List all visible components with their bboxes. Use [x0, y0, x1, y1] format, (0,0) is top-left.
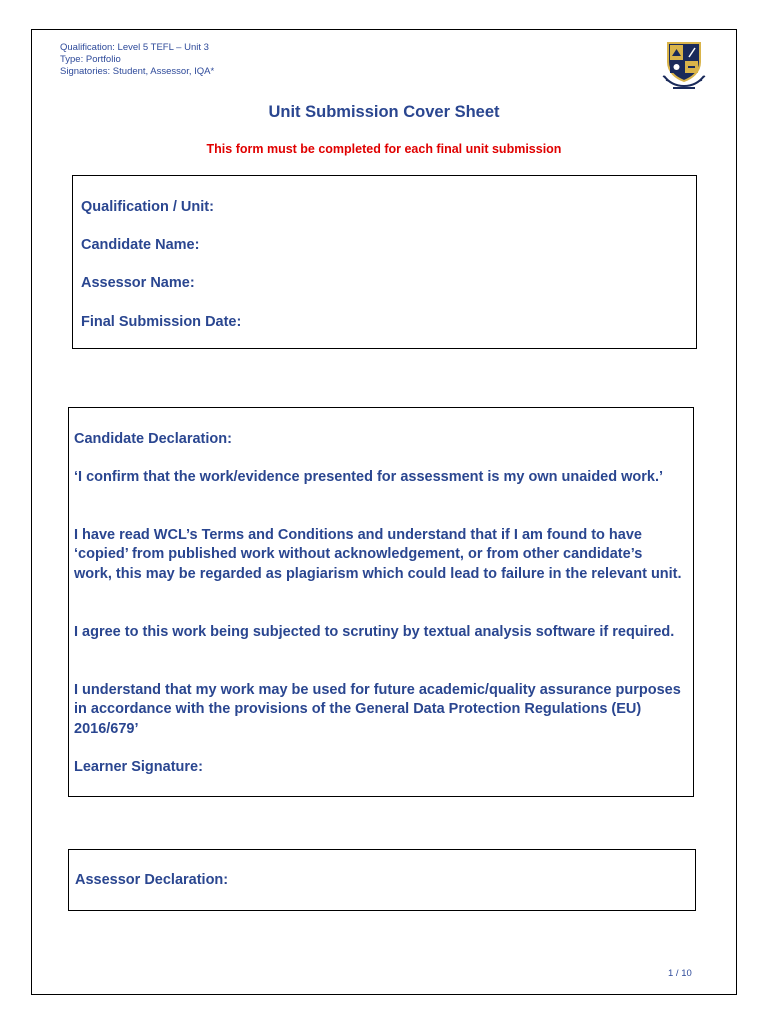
document-meta [60, 42, 214, 78]
page-number: 1 / 10 [668, 968, 692, 979]
qualification-unit-label: Qualification / Unit: [81, 199, 214, 215]
assessor-declaration-heading: Assessor Declaration: [75, 872, 229, 888]
declaration-paragraph-2: I have read WCL’s Terms and Conditions and understand that if I am found to have ‘copied’ from published work without acknowledgement, or from other candidate’s work, this may be regarded as plagiarism which could lead to failure in the relevant unit. [74, 527, 682, 582]
declaration-paragraph-4: I understand that my work may be used for future academic/quality assurance purposes in accordance with the provisions of the General Data Protection Regulations (EU) 2016/679’ [74, 682, 681, 737]
declaration-paragraph-3: I agree to this work being subjected to scrutiny by textual analysis software if required. [74, 624, 675, 640]
final-submission-date-label: Final Submission Date: [81, 314, 242, 330]
type-meta: Type: Portfolio [60, 54, 121, 65]
declaration-paragraph-1: ‘I confirm that the work/evidence presented for assessment is my own unaided work.’ [74, 469, 664, 485]
submission-details-box [72, 175, 697, 349]
learner-signature-label: Learner Signature: [74, 759, 203, 775]
qualification-meta: Qualification: Level 5 TEFL – Unit 3 [60, 42, 209, 53]
candidate-declaration-box [68, 407, 694, 797]
candidate-declaration-heading: Candidate Declaration: [74, 431, 232, 447]
page-title: Unit Submission Cover Sheet [268, 103, 500, 121]
assessor-declaration-box [68, 849, 696, 911]
signatories-meta: Signatories: Student, Assessor, IQA* [60, 66, 215, 77]
completion-notice: This form must be completed for each final unit submission [206, 142, 562, 156]
assessor-name-label: Assessor Name: [81, 275, 195, 291]
college-crest-logo [660, 40, 708, 90]
candidate-name-label: Candidate Name: [81, 237, 200, 253]
